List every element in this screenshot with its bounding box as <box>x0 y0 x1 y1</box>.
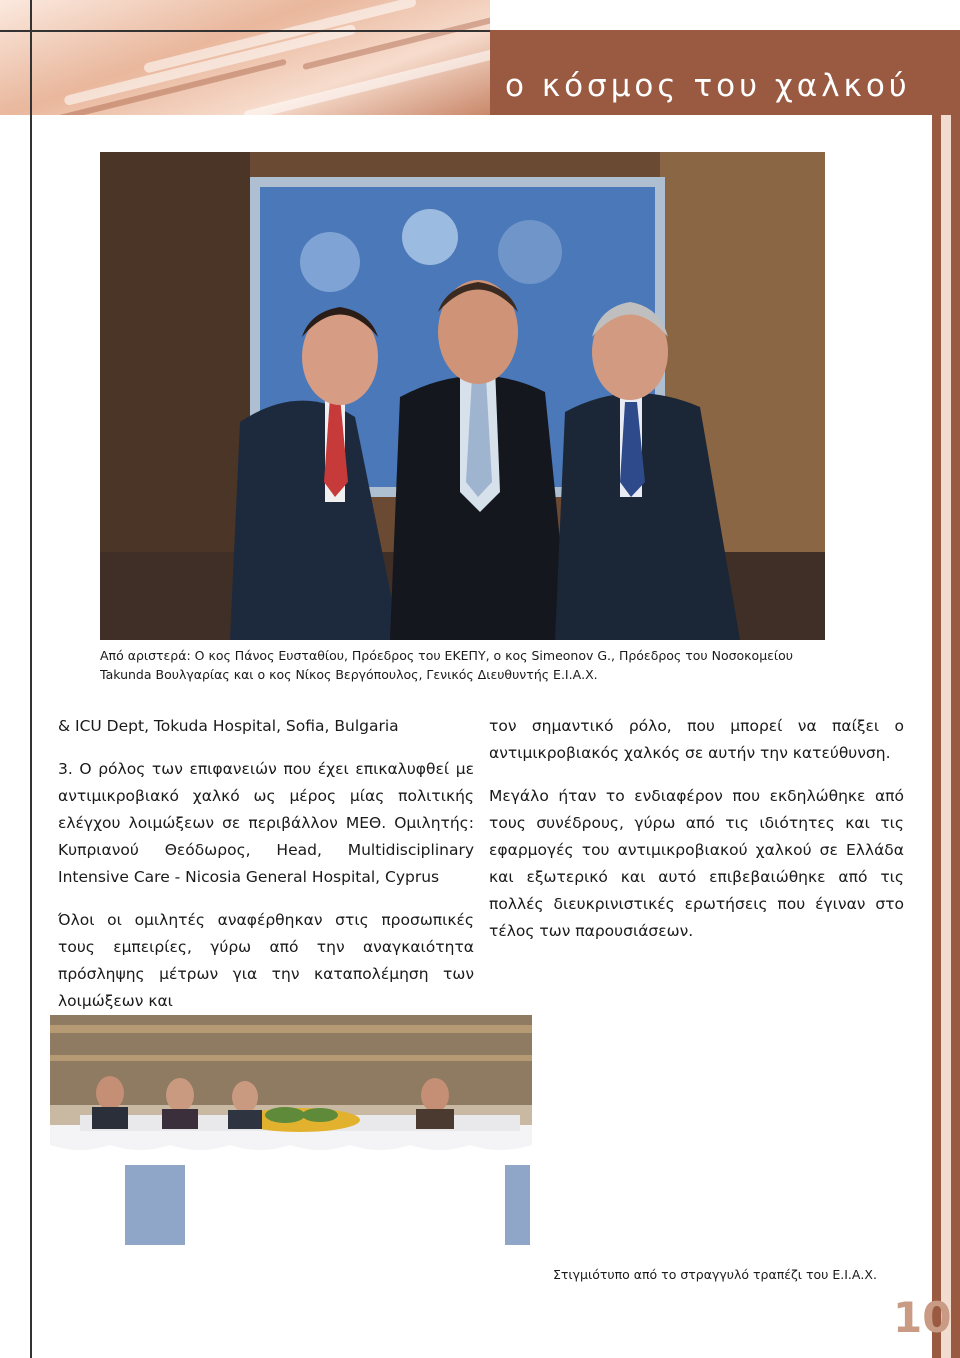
paragraph-copper-role: τον σημαντικό ρόλο, που μπορεί να παίξει ο αντιμικροβιακός χαλκός σε αυτήν την κατεύθυνση. <box>489 717 904 762</box>
header-copper-artwork <box>0 0 490 115</box>
photo-caption-speakers: Από αριστερά: Ο κος Πάνος Ευσταθίου, Πρόεδρος του ΕΚΕΠΥ, ο κος Simeonov G., Πρόεδρος του Νοσοκομείου Takunda Βουλγαρίας και ο κος Νίκος Βεργόπουλος, Γενικός Διευθυντής Ε.Ι.Α.Χ. <box>100 648 794 682</box>
paragraph-speakers-experiences: Όλοι οι ομιλητές αναφέρθηκαν στις προσωπικές τους εμπειρίες, γύρω από την αναγκαιότητα πρόσληψης μέτρων για την καταπολέμηση των λοιμώξεων και <box>58 911 474 1010</box>
left-margin-rule <box>30 0 32 1358</box>
paragraph-audience-interest: Μεγάλο ήταν το ενδιαφέρον που εκδηλώθηκε από τους συνέδρους, γύρω από τις ιδιότητες και τις εφαρμογές του αντιμικροβιακού χαλκού σε Ελλάδα και εξωτερικό και αυτό επιβεβαιώθηκε από τις πολλές διευκρινιστικές ερωτήσεις που έγιναν στο τέλος των παρουσιάσεων. <box>489 787 904 940</box>
conference-photo-round-table <box>50 1015 532 1260</box>
conference-photo-speakers <box>100 152 825 640</box>
header-rule <box>0 30 490 32</box>
paragraph-affiliation: & ICU Dept, Tokuda Hospital, Sofia, Bulgaria <box>58 717 399 735</box>
round-table-photo-image <box>50 1015 532 1260</box>
page-title: ο κόσμος του χαλκού <box>505 68 911 104</box>
right-text-column <box>489 713 904 945</box>
speakers-photo-image <box>100 152 825 640</box>
photo-caption-round-table: Στιγμιότυπο από το στραγγυλό τραπέζι του Ε.Ι.Α.Χ. <box>553 1267 877 1282</box>
paragraph-talk-3: 3. Ο ρόλος των επιφανειών που έχει επικαλυφθεί με αντιμικροβιακό χαλκό ως μέρος μίας πολιτικής ελέγχου λοιμώξεων σε περιβάλλον ΜΕΘ. Ομιλητής: Κυπριανού Θεόδωρος, Head, Multidisciplinary Intensive Care - Nicosia General Hospital, Cyprus <box>58 760 474 886</box>
side-stripe-inner <box>941 115 951 1358</box>
page-number: 10 <box>893 1293 952 1342</box>
left-text-column <box>58 713 474 1015</box>
